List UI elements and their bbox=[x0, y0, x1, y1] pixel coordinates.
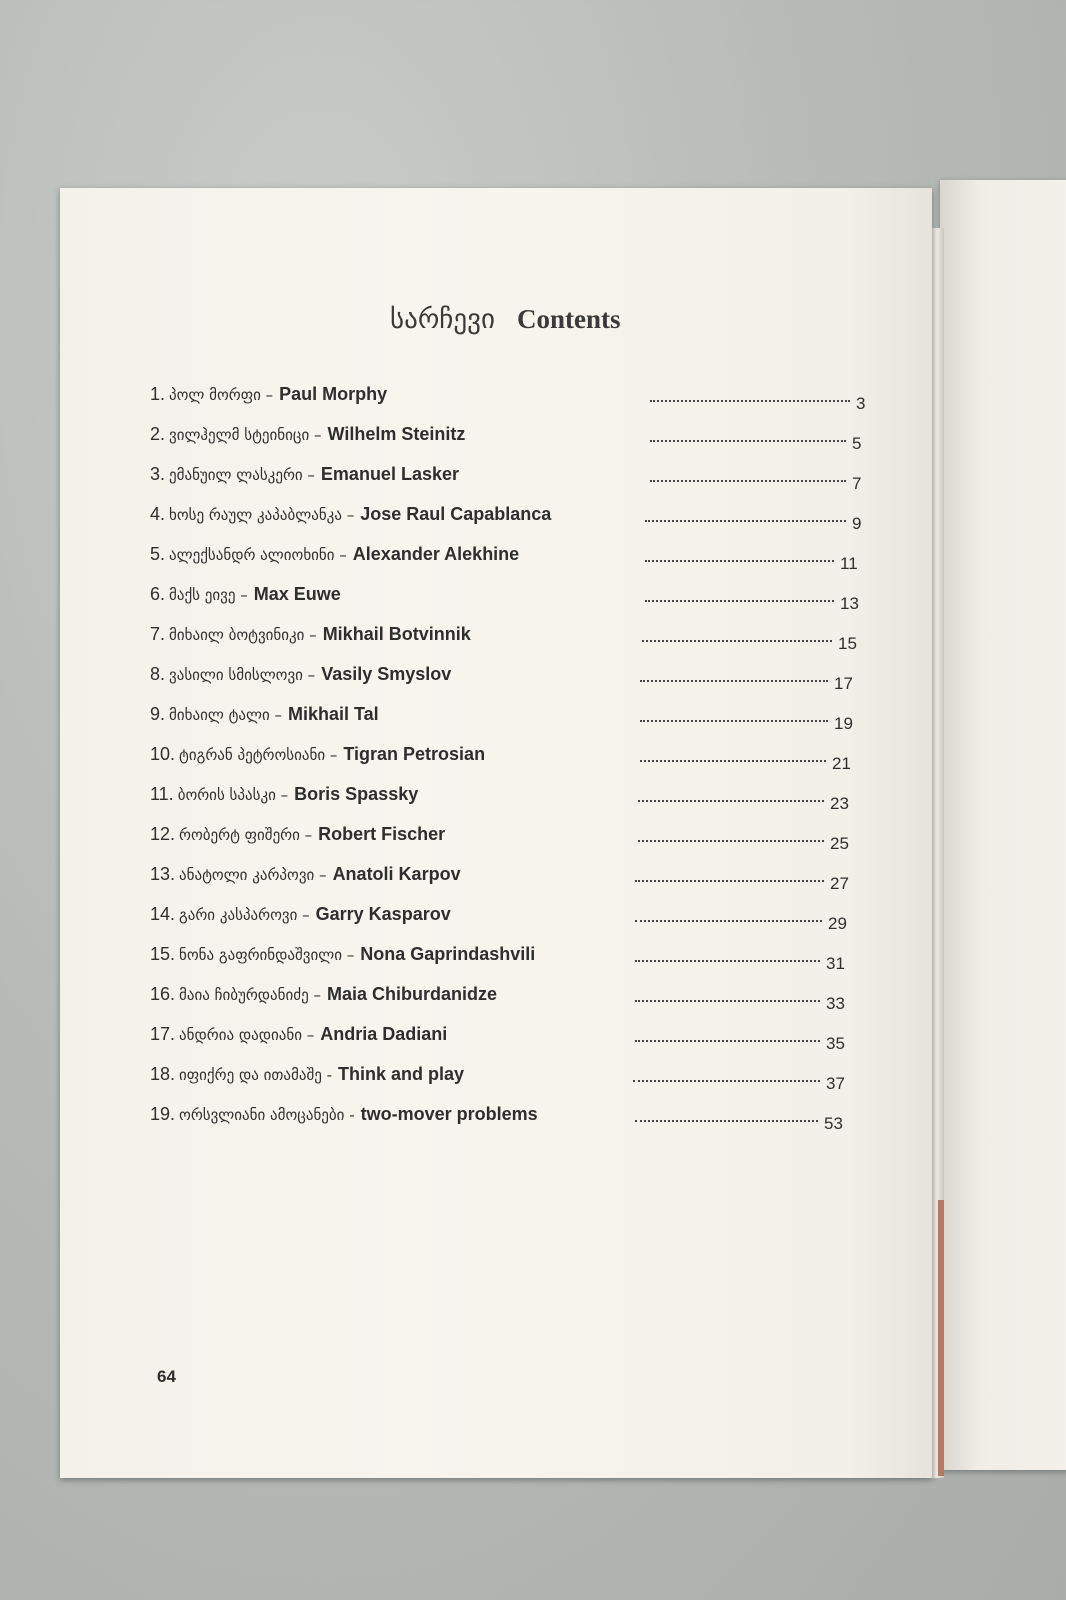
toc-entry-english: Think and play bbox=[338, 1064, 465, 1084]
toc-entry-georgian: გარი კასპაროვი – bbox=[179, 906, 310, 924]
toc-entry-number: 12. bbox=[150, 824, 176, 844]
toc-entry-georgian: ტიგრან პეტროსიანი – bbox=[179, 746, 338, 764]
toc-entry-page: 35 bbox=[826, 1034, 845, 1053]
toc-leader-dots bbox=[640, 720, 828, 722]
toc-entry-georgian: ვილჰელმ სტეინიცი – bbox=[169, 426, 322, 444]
toc-entry-label bbox=[150, 544, 519, 565]
toc-entry-page: 25 bbox=[830, 834, 849, 853]
toc-entry-georgian: ემანუილ ლასკერი – bbox=[169, 466, 315, 484]
toc-entry-number: 7. bbox=[150, 624, 166, 644]
toc-entry-english: Wilhelm Steinitz bbox=[327, 424, 466, 444]
toc-leader-dots bbox=[638, 800, 824, 802]
toc-entry[interactable] bbox=[150, 418, 866, 458]
toc-entry[interactable] bbox=[150, 1098, 866, 1138]
toc-entry-number: 11. bbox=[150, 784, 174, 804]
toc-entry-georgian: პოლ მორფი – bbox=[169, 386, 274, 404]
toc-entry-page: 27 bbox=[830, 874, 849, 893]
toc-entry-label bbox=[150, 944, 535, 965]
toc-entry-number: 3. bbox=[150, 464, 166, 484]
toc-entry[interactable] bbox=[150, 698, 866, 738]
toc-entry-number: 2. bbox=[150, 424, 166, 444]
page-number: 64 bbox=[157, 1367, 176, 1386]
toc-entry-number: 9. bbox=[150, 704, 166, 724]
toc-entry-page: 19 bbox=[834, 714, 853, 733]
title-english: Contents bbox=[516, 304, 621, 334]
toc-entry-georgian: ორსვლიანი ამოცანები - bbox=[179, 1106, 355, 1124]
toc-entry[interactable] bbox=[150, 978, 866, 1018]
toc-entry-english: Jose Raul Capablanca bbox=[360, 504, 552, 524]
toc-leader-dots bbox=[650, 400, 850, 402]
toc-entry[interactable] bbox=[150, 738, 866, 778]
toc-leader-dots bbox=[640, 760, 826, 762]
toc-entry-page: 9 bbox=[852, 514, 862, 533]
toc-entry-page: 29 bbox=[828, 914, 847, 933]
toc-entry-georgian: ხოსე რაულ კაპაბლანკა – bbox=[169, 506, 355, 524]
toc-entry-number: 13. bbox=[150, 864, 176, 884]
toc-entry-label bbox=[150, 384, 387, 405]
page-title bbox=[390, 304, 620, 335]
toc-entry-english: Paul Morphy bbox=[279, 384, 388, 404]
toc-leader-dots bbox=[635, 920, 822, 922]
toc-entry-english: Max Euwe bbox=[253, 584, 341, 604]
toc-entry-english: Mikhail Tal bbox=[288, 704, 379, 724]
toc-entry-georgian: იფიქრე და ითამაშე - bbox=[179, 1066, 333, 1084]
toc-leader-dots bbox=[645, 520, 846, 522]
toc-entry[interactable] bbox=[150, 498, 866, 538]
toc-entry-page: 7 bbox=[852, 474, 862, 493]
toc-leader-dots bbox=[635, 960, 820, 962]
toc-entry-label bbox=[150, 464, 459, 485]
toc-entry[interactable] bbox=[150, 1058, 866, 1098]
toc-leader-dots bbox=[635, 1040, 820, 1042]
toc-entry-label bbox=[150, 864, 461, 885]
toc-leader-dots bbox=[650, 480, 846, 482]
toc-entry-label bbox=[150, 1024, 447, 1045]
toc-entry-number: 19. bbox=[150, 1104, 176, 1124]
toc-entry[interactable] bbox=[150, 538, 866, 578]
toc-entry-english: Nona Gaprindashvili bbox=[360, 944, 536, 964]
toc-entry-english: Vasily Smyslov bbox=[321, 664, 452, 684]
toc-leader-dots bbox=[635, 1120, 818, 1122]
toc-entry[interactable] bbox=[150, 658, 866, 698]
toc-entry[interactable] bbox=[150, 578, 866, 618]
toc-entry-georgian: ბორის სპასკი – bbox=[177, 786, 289, 804]
toc-entry[interactable] bbox=[150, 778, 866, 818]
toc-entry-number: 18. bbox=[150, 1064, 176, 1084]
toc-entry-number: 16. bbox=[150, 984, 176, 1004]
toc-entry-label bbox=[150, 624, 471, 645]
toc-entry-english: Maia Chiburdanidze bbox=[326, 984, 497, 1004]
book-cover-edge bbox=[938, 1200, 944, 1476]
toc-entry-number: 15. bbox=[150, 944, 176, 964]
toc-entry-georgian: ვასილი სმისლოვი – bbox=[169, 666, 316, 684]
toc-entry-georgian: ალექსანდრ ალიოხინი – bbox=[169, 546, 347, 564]
toc-entry-georgian: ანატოლი კარპოვი – bbox=[179, 866, 327, 884]
toc-entry-number: 17. bbox=[150, 1024, 176, 1044]
toc-leader-dots bbox=[635, 1000, 820, 1002]
toc-entry-label bbox=[150, 704, 379, 725]
toc-entry-georgian: ნონა გაფრინდაშვილი – bbox=[179, 946, 355, 964]
toc-entry-label bbox=[150, 984, 497, 1005]
toc-entry-number: 4. bbox=[150, 504, 166, 524]
toc-entry[interactable] bbox=[150, 858, 866, 898]
toc-entry[interactable] bbox=[150, 818, 866, 858]
toc-leader-dots bbox=[633, 1080, 820, 1082]
toc-entry[interactable] bbox=[150, 938, 866, 978]
toc-entry-english: Robert Fischer bbox=[318, 824, 446, 844]
toc-leader-dots bbox=[650, 440, 846, 442]
toc-entry-page: 31 bbox=[826, 954, 845, 973]
toc-entry-label bbox=[150, 1104, 538, 1125]
toc-entry-page: 53 bbox=[824, 1114, 843, 1133]
toc-entry-number: 14. bbox=[150, 904, 176, 924]
toc-entry[interactable] bbox=[150, 618, 866, 658]
toc-entry-english: Anatoli Karpov bbox=[332, 864, 461, 884]
toc-entry-number: 5. bbox=[150, 544, 166, 564]
toc-entry-number: 6. bbox=[150, 584, 166, 604]
toc-entry-georgian: მიხაილ ტალი – bbox=[169, 706, 282, 724]
toc-entry-label bbox=[150, 824, 445, 845]
toc-entry-page: 13 bbox=[840, 594, 859, 613]
toc-entry-label bbox=[150, 504, 551, 525]
toc-entry-number: 8. bbox=[150, 664, 166, 684]
toc-leader-dots bbox=[635, 880, 824, 882]
toc-entry-label bbox=[150, 904, 451, 925]
toc-entry-page: 17 bbox=[834, 674, 853, 693]
toc-leader-dots bbox=[638, 840, 824, 842]
toc-entry-georgian: მიხაილ ბოტვინიკი – bbox=[169, 626, 317, 644]
title-georgian: სარჩევი bbox=[390, 304, 495, 334]
toc-entry-english: Boris Spassky bbox=[294, 784, 419, 804]
toc-entry[interactable] bbox=[150, 1018, 866, 1058]
toc-entry-page: 5 bbox=[852, 434, 862, 453]
toc-entry[interactable] bbox=[150, 898, 866, 938]
toc-entry-english: Mikhail Botvinnik bbox=[322, 624, 471, 644]
toc-entry-page: 15 bbox=[838, 634, 857, 653]
toc-entry-page: 21 bbox=[832, 754, 851, 773]
toc-leader-dots bbox=[645, 560, 834, 562]
toc-entry-label bbox=[150, 1064, 464, 1085]
toc-entry-page: 11 bbox=[840, 554, 858, 573]
toc-entry-page: 3 bbox=[856, 394, 866, 413]
toc-entry-page: 37 bbox=[826, 1074, 845, 1093]
facing-page bbox=[940, 180, 1066, 1470]
toc-entry-georgian: რობერტ ფიშერი – bbox=[179, 826, 313, 844]
toc-entry-label bbox=[150, 584, 341, 605]
toc-entry-number: 10. bbox=[150, 744, 176, 764]
toc-entry-label bbox=[150, 424, 465, 445]
toc-entry-georgian: ანდრია დადიანი – bbox=[179, 1026, 315, 1044]
toc-entry-label bbox=[150, 784, 418, 805]
toc-entry-georgian: მაქს ეივე – bbox=[169, 586, 248, 604]
toc-entry-english: Emanuel Lasker bbox=[320, 464, 459, 484]
toc-entry-number: 1. bbox=[150, 384, 166, 404]
table-of-contents bbox=[150, 378, 866, 1138]
toc-entry-label bbox=[150, 744, 485, 765]
toc-leader-dots bbox=[645, 600, 834, 602]
toc-entry[interactable] bbox=[150, 458, 866, 498]
toc-entry-english: Tigran Petrosian bbox=[343, 744, 486, 764]
toc-entry[interactable] bbox=[150, 378, 866, 418]
toc-leader-dots bbox=[642, 640, 832, 642]
toc-entry-english: Garry Kasparov bbox=[315, 904, 451, 924]
toc-entry-page: 23 bbox=[830, 794, 849, 813]
toc-leader-dots bbox=[640, 680, 828, 682]
toc-entry-page: 33 bbox=[826, 994, 845, 1013]
toc-entry-english: Andria Dadiani bbox=[320, 1024, 448, 1044]
toc-entry-english: two-mover problems bbox=[360, 1104, 538, 1124]
toc-entry-label bbox=[150, 664, 451, 685]
toc-entry-english: Alexander Alekhine bbox=[352, 544, 520, 564]
toc-entry-georgian: მაია ჩიბურდანიძე – bbox=[179, 986, 321, 1004]
